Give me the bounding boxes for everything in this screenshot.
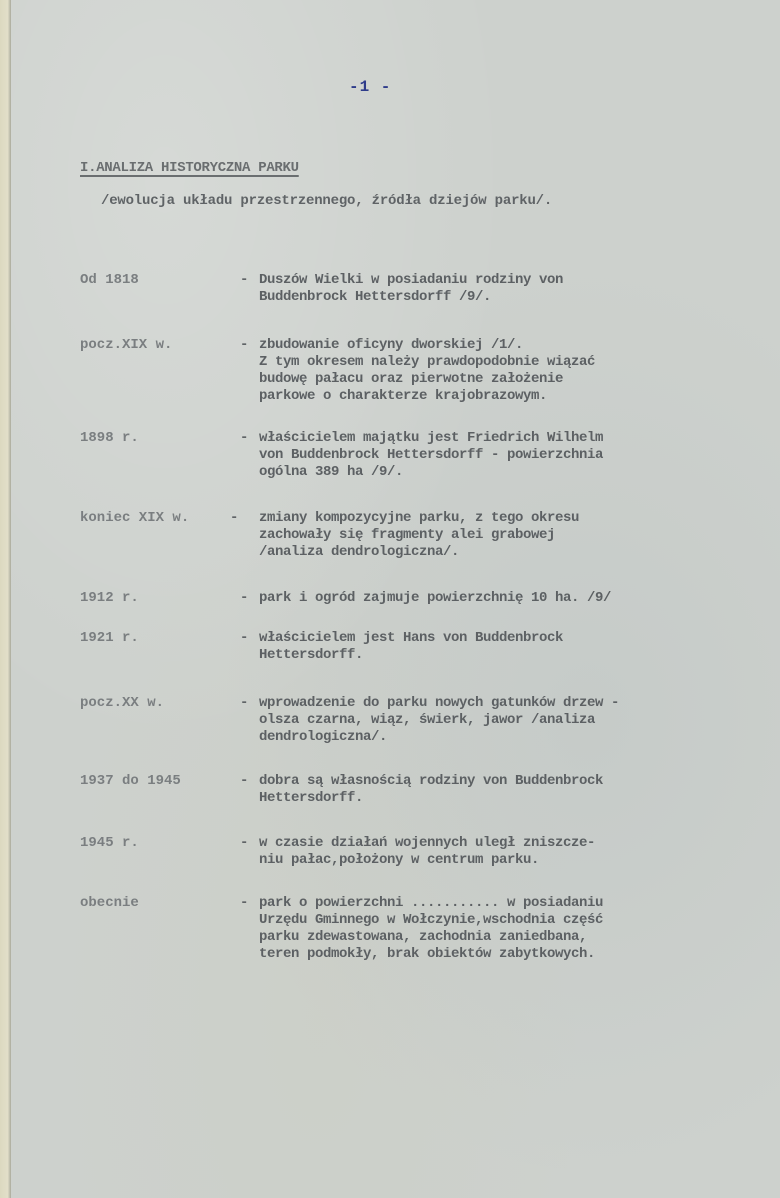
entry-line: von Buddenbrock Hettersdorff - powierzchnia [259,447,604,463]
entry-dash: - [240,590,249,606]
entry-dash: - [240,430,249,446]
entry-line: dendrologiczna/. [259,729,388,745]
entry-dash: - [240,835,249,851]
entry-line: teren podmokły, brak obiektów zabytkowych. [259,946,596,962]
entry-line: zbudowanie oficyny dworskiej /1/. [259,337,524,353]
entry-dash: - [240,630,249,646]
entry-line: parkowe o charakterze krajobrazowym. [259,388,548,404]
entry-line: wprowadzenie do parku nowych gatunków drzew - [259,695,620,711]
entry-text [259,272,749,306]
entry-text [259,430,749,481]
entry-line: właścicielem majątku jest Friedrich Wilhelm [259,430,604,446]
entry-line: park i ogród zajmuje powierzchnię 10 ha. /9/ [259,590,612,606]
entry-line: Hettersdorff. [259,790,364,806]
entry-text [259,773,749,807]
entry-line: Buddenbrock Hettersdorff /9/. [259,289,492,305]
entry-line: Hettersdorff. [259,647,364,663]
entry-line: Urzędu Gminnego w Wołczynie,wschodnia część [259,912,604,928]
entry-text [259,630,749,664]
entry-text [259,337,749,405]
entry-line: budowę pałacu oraz pierwotne założenie [259,371,564,387]
section-subheading: /ewolucja układu przestrzennego, źródła dziejów parku/. [101,193,553,209]
section-heading: I.ANALIZA HISTORYCZNA PARKU [80,160,299,176]
entry-date: Od 1818 [80,272,139,288]
entry-line: dobra są własnością rodziny von Buddenbrock [259,773,604,789]
entry-date: 1937 do 1945 [80,773,181,789]
entry-line: w czasie działań wojennych uległ zniszcze- [259,835,596,851]
entry-dash: - [240,695,249,711]
entry-text [259,590,749,607]
entry-text [259,835,749,869]
entry-line: zachowały się fragmenty alei grabowej [259,527,556,543]
entry-text [259,895,749,963]
entry-dash: - [240,773,249,789]
entry-text [259,695,749,746]
entry-date: pocz.XX w. [80,695,165,711]
entry-line: park o powierzchni ........... w posiadaniu [259,895,604,911]
entry-line: olsza czarna, wiąz, świerk, jawor /analiza [259,712,596,728]
entry-text [259,510,749,561]
entry-dash: - [240,895,249,911]
entry-line: Z tym okresem należy prawdopodobnie wiązać [259,354,596,370]
page-number: -1 - [349,78,392,96]
entry-date: pocz.XIX w. [80,337,173,353]
entry-line: właścicielem jest Hans von Buddenbrock [259,630,564,646]
entry-line: niu pałac,położony w centrum parku. [259,852,540,868]
entry-date: koniec XIX w. [80,510,190,526]
entry-date: 1945 r. [80,835,139,851]
entry-dash: - [230,510,239,526]
entry-date: obecnie [80,895,139,911]
entry-line: parku zdewastowana, zachodnia zaniedbana, [259,929,588,945]
entry-line: ogólna 389 ha /9/. [259,464,404,480]
entry-line: Duszów Wielki w posiadaniu rodziny von [259,272,564,288]
entry-dash: - [240,272,249,288]
paper-left-edge [0,0,11,1198]
entry-dash: - [240,337,249,353]
entry-date: 1921 r. [80,630,139,646]
entry-date: 1912 r. [80,590,139,606]
entry-date: 1898 r. [80,430,139,446]
entry-line: zmiany kompozycyjne parku, z tego okresu [259,510,580,526]
entry-line: /analiza dendrologiczna/. [259,544,460,560]
